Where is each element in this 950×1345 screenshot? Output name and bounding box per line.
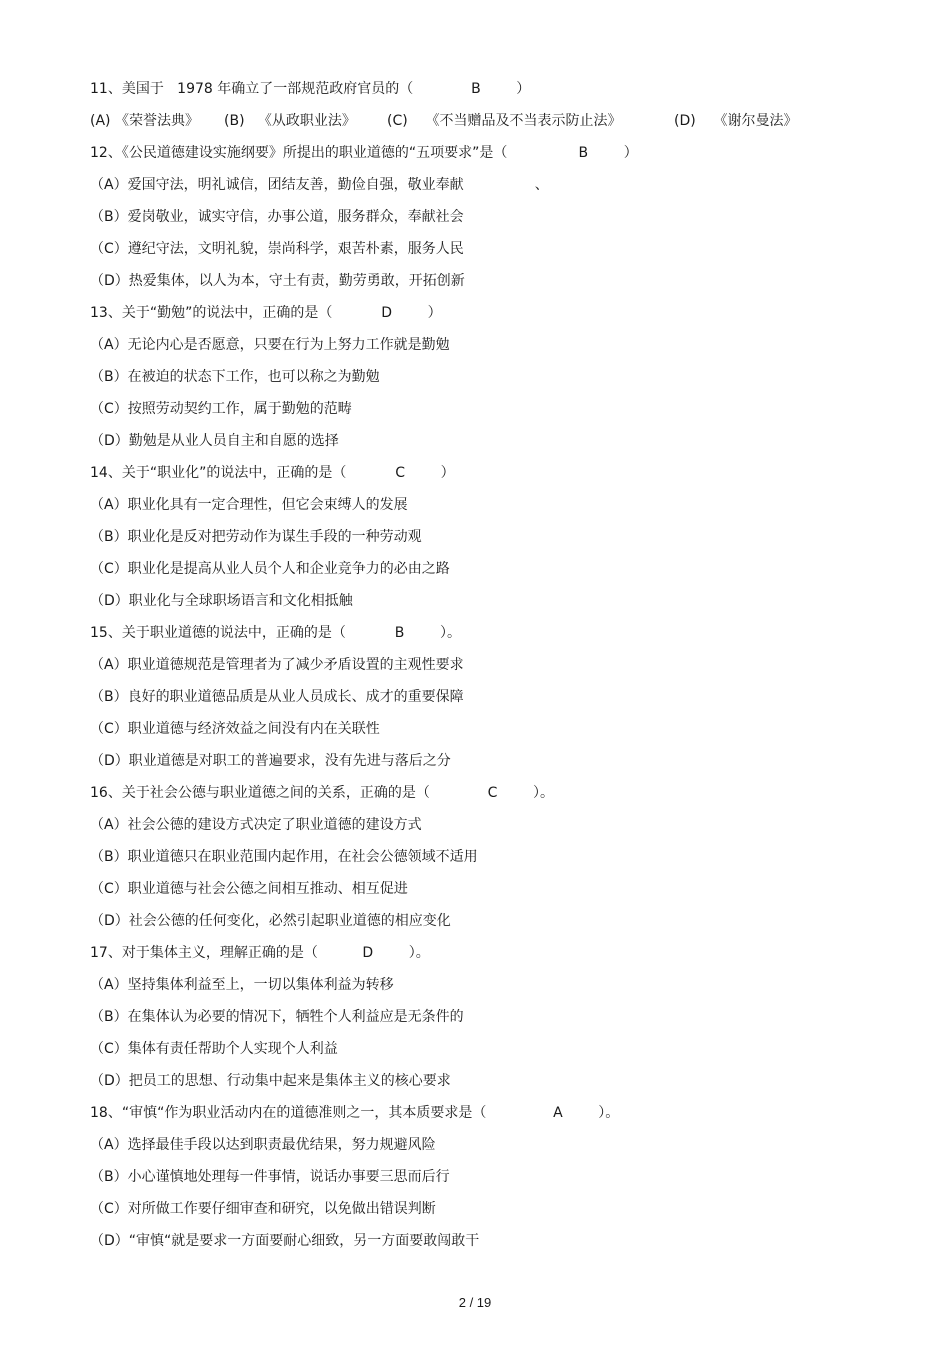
- option-a: （A）社会公德的建设方式决定了职业道德的建设方式: [90, 817, 422, 833]
- option-a: （A）职业道德规范是管理者为了减少矛盾设置的主观性要求: [90, 657, 464, 673]
- option-d: （D）勤勉是从业人员自主和自愿的选择: [90, 433, 339, 449]
- option-b: （B）爱岗敬业，诚实守信，办事公道，服务群众，奉献社会: [90, 209, 464, 225]
- option-d: (D) 《谢尔曼法》: [674, 113, 798, 129]
- question-text: 12、《公民道德建设实施纲要》所提出的职业道德的“五项要求”是（ B ）: [90, 145, 638, 161]
- question-text: 14、关于“职业化”的说法中，正确的是（ C ）: [90, 465, 455, 481]
- question-text: 13、关于“勤勉”的说法中，正确的是（ D ）: [90, 305, 442, 321]
- option-c: （C）职业道德与经济效益之间没有内在关联性: [90, 721, 380, 737]
- option-c: （C）按照劳动契约工作，属于勤勉的范畴: [90, 401, 352, 417]
- option-d: （D）热爱集体，以人为本，守土有责，勤劳勇敢，开拓创新: [90, 273, 465, 289]
- question-text: 11、美国于 1978 年确立了一部规范政府官员的（ B ）: [90, 81, 531, 97]
- question-text: 17、对于集体主义，理解正确的是（ D ）。: [90, 945, 430, 961]
- option-d: （D）“审慎“就是要求一方面要耐心细致，另一方面要敢闯敢干: [90, 1233, 480, 1249]
- option-c: （C）集体有责任帮助个人实现个人利益: [90, 1041, 338, 1057]
- option-a: （A）职业化具有一定合理性，但它会束缚人的发展: [90, 497, 408, 513]
- option-b: （B）小心谨慎地处理每一件事情，说话办事要三思而后行: [90, 1169, 450, 1185]
- option-a: （A）坚持集体利益至上，一切以集体利益为转移: [90, 977, 394, 993]
- option-d: （D）把员工的思想、行动集中起来是集体主义的核心要求: [90, 1073, 451, 1089]
- option-a: （A）选择最佳手段以达到职责最优结果，努力规避风险: [90, 1137, 436, 1153]
- question-text: 16、关于社会公德与职业道德之间的关系，正确的是（ C ）。: [90, 785, 555, 801]
- inline-options: [90, 108, 890, 140]
- option-b: （B）职业化是反对把劳动作为谋生手段的一种劳动观: [90, 529, 422, 545]
- option-d: （D）社会公德的任何变化，必然引起职业道德的相应变化: [90, 913, 451, 929]
- question-text: 18、“审慎“作为职业活动内在的道德准则之一，其本质要求是（ A ）。: [90, 1105, 620, 1121]
- option-b: （B）在被迫的状态下工作，也可以称之为勤勉: [90, 369, 380, 385]
- option-c: （C）遵纪守法，文明礼貌，崇尚科学，艰苦朴素，服务人民: [90, 241, 464, 257]
- option-a: （A）无论内心是否愿意，只要在行为上努力工作就是勤勉: [90, 337, 450, 353]
- option-c: （C）职业化是提高从业人员个人和企业竞争力的必由之路: [90, 561, 450, 577]
- option-c: (C) 《不当赠品及不当表示防止法》: [387, 113, 622, 129]
- option-c: （C）职业道德与社会公德之间相互推动、相互促进: [90, 881, 408, 897]
- option-b: （B）职业道德只在职业范围内起作用，在社会公德领域不适用: [90, 849, 478, 865]
- option-b: （B）良好的职业道德品质是从业人员成长、成才的重要保障: [90, 689, 464, 705]
- option-d: （D）职业化与全球职场语言和文化相抵触: [90, 593, 353, 609]
- option-d: （D）职业道德是对职工的普遍要求，没有先进与落后之分: [90, 753, 451, 769]
- option-a: (A) 《荣誉法典》: [90, 113, 199, 129]
- option-a: （A）爱国守法，明礼诚信，团结友善，勤俭自强，敬业奉献 、: [90, 177, 549, 193]
- option-c: （C）对所做工作要仔细审查和研究，以免做出错误判断: [90, 1201, 436, 1217]
- option-b: （B）在集体认为必要的情况下，牺牲个人利益应是无条件的: [90, 1009, 464, 1025]
- page-number: 2 / 19: [458, 1295, 492, 1310]
- question-list: [90, 76, 890, 1260]
- question-text: 15、关于职业道德的说法中，正确的是（ B ）。: [90, 625, 461, 641]
- option-b: (B) 《从政职业法》: [224, 113, 356, 129]
